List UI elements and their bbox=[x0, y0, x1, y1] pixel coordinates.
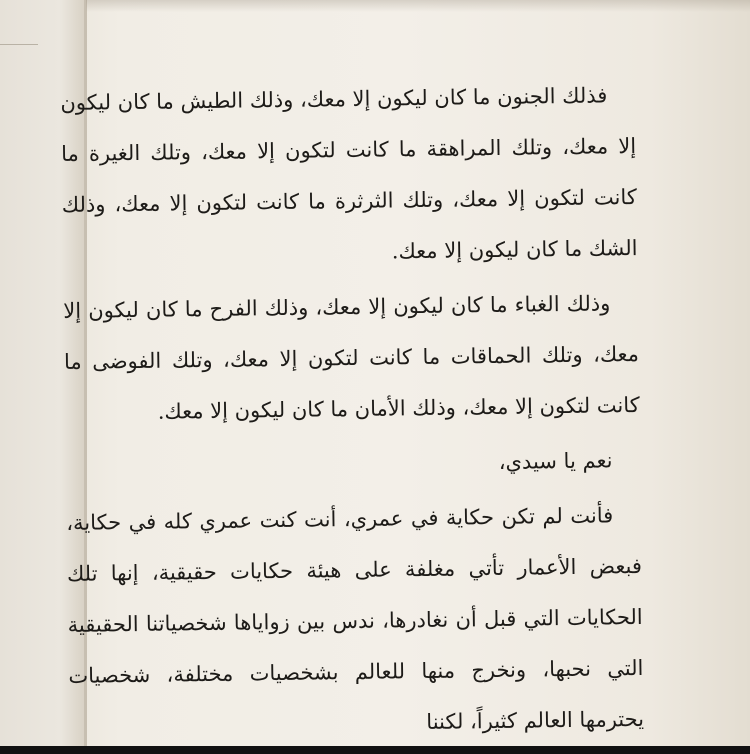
left-page-rule bbox=[0, 44, 38, 45]
paragraph-2: وذلك الغباء ما كان ليكون إلا معك، وذلك الفرح ما كان ليكون إلا معك، وتلك الحماقات ما كانت لتكون إلا معك، وتلك الفوضى ما كانت لتكون إلا معك، وذلك الأمان ما كان ليكون إلا معك. bbox=[63, 291, 640, 424]
bottom-black-bar bbox=[0, 746, 750, 754]
page-text bbox=[60, 70, 644, 753]
paragraph-4: فأنت لم تكن حكاية في عمري، أنت كنت عمري كله في حكاية، فبعض الأعمار تأتي مغلفة على هيئة حكايات حقيقية، إنها تلك الحكايات التي قبل أن نغادرها، ندس بين زواياها شخصياتنا الحقيقية التي نحبها، ونخرج منها للعالم بشخصيات مختلفة، شخصيات يحترمها العالم كثيراً، لكننا bbox=[66, 503, 645, 734]
top-shadow bbox=[86, 0, 750, 12]
paragraph-1: فذلك الجنون ما كان ليكون إلا معك، وذلك الطيش ما كان ليكون إلا معك، وتلك المراهقة ما كانت لتكون إلا معك، وتلك الغيرة ما كانت لتكون إلا معك، وتلك الثرثرة ما كانت لتكون إلا معك، وذلك الشك ما كان ليكون إلا معك. bbox=[60, 83, 638, 264]
paragraph-3: نعم يا سيدي، bbox=[498, 448, 613, 474]
